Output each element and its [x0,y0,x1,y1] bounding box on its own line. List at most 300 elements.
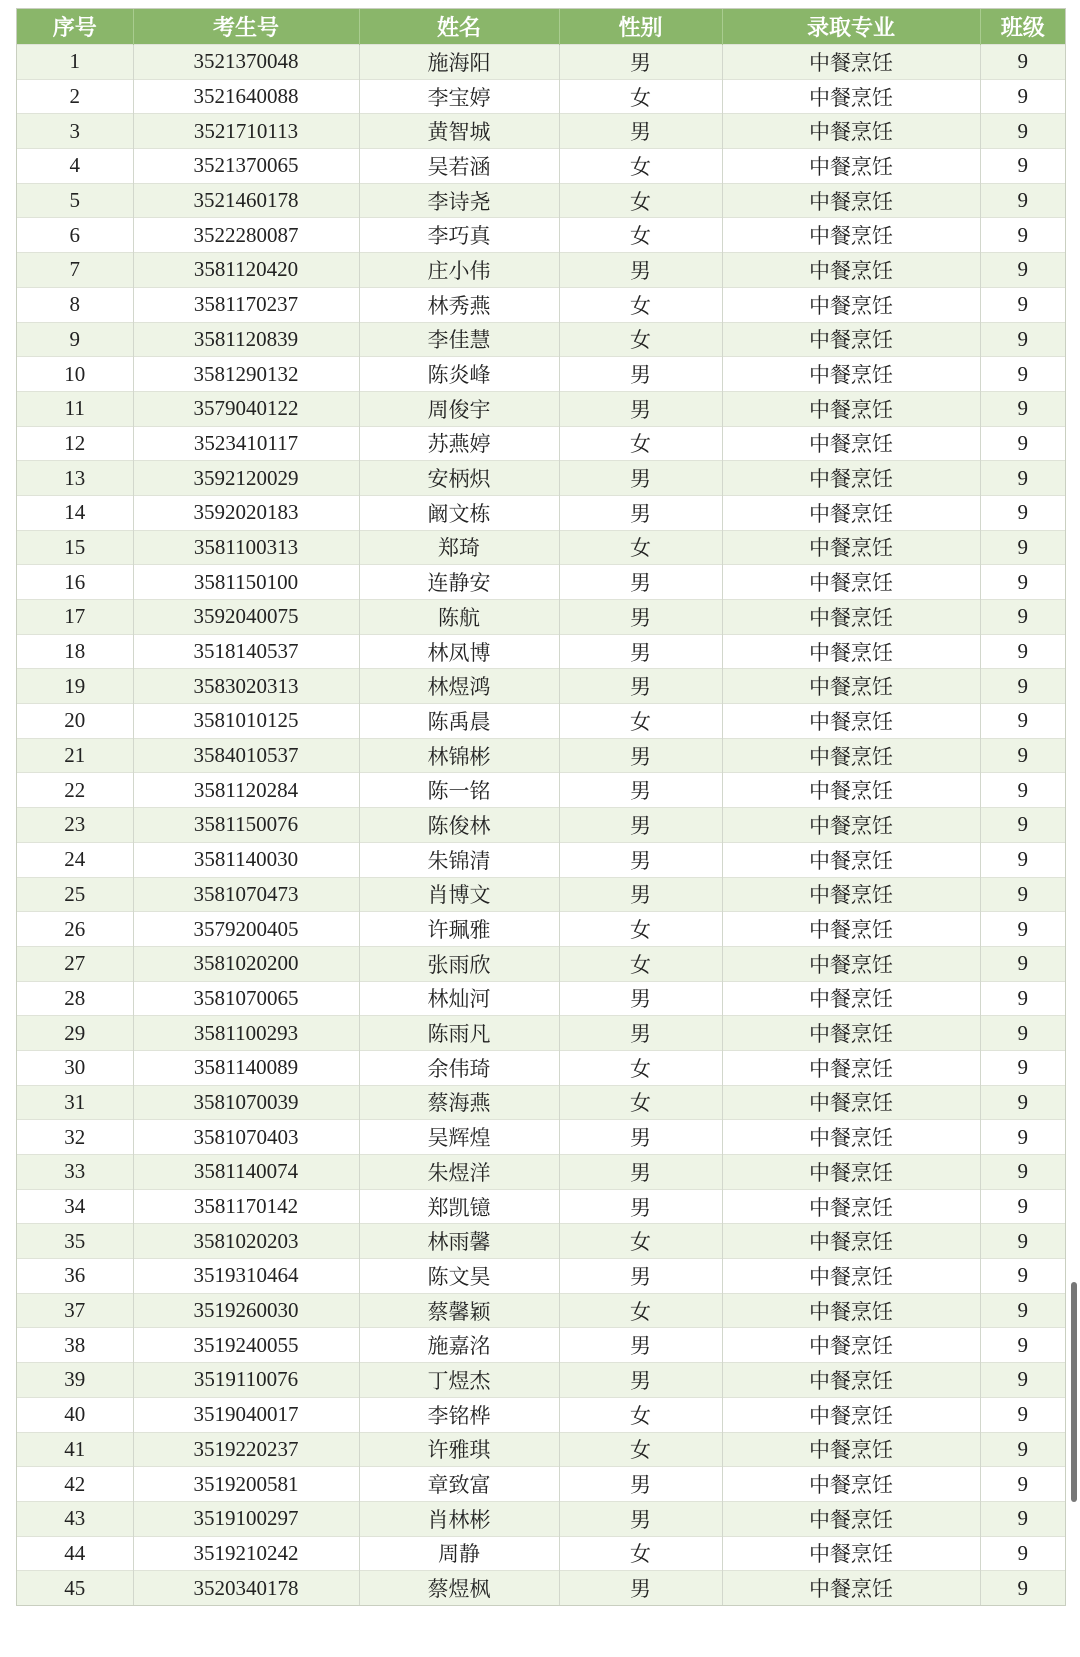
table-row [17,253,1065,288]
cell-exam-id: 3521640088 [133,79,359,114]
cell-serial: 21 [17,738,133,773]
cell-name: 李巧真 [359,218,559,253]
cell-name: 朱锦清 [359,842,559,877]
cell-major: 中餐烹饪 [722,600,980,635]
cell-exam-id: 3579040122 [133,391,359,426]
cell-gender: 男 [559,669,722,704]
cell-serial: 40 [17,1397,133,1432]
cell-serial: 18 [17,634,133,669]
cell-serial: 26 [17,912,133,947]
cell-class: 9 [980,704,1065,739]
cell-serial: 6 [17,218,133,253]
table-body [17,45,1065,1605]
cell-major: 中餐烹饪 [722,1536,980,1571]
cell-serial: 29 [17,1016,133,1051]
cell-serial: 19 [17,669,133,704]
cell-major: 中餐烹饪 [722,1501,980,1536]
cell-major: 中餐烹饪 [722,1155,980,1190]
cell-serial: 14 [17,495,133,530]
cell-gender: 女 [559,704,722,739]
cell-serial: 15 [17,530,133,565]
cell-gender: 女 [559,1085,722,1120]
cell-major: 中餐烹饪 [722,1050,980,1085]
cell-class: 9 [980,1155,1065,1190]
cell-exam-id: 3519220237 [133,1432,359,1467]
cell-major: 中餐烹饪 [722,426,980,461]
cell-name: 蔡海燕 [359,1085,559,1120]
cell-exam-id: 3581020203 [133,1224,359,1259]
cell-name: 郑琦 [359,530,559,565]
cell-class: 9 [980,981,1065,1016]
cell-serial: 44 [17,1536,133,1571]
cell-name: 林雨馨 [359,1224,559,1259]
cell-exam-id: 3581070403 [133,1120,359,1155]
cell-serial: 17 [17,600,133,635]
table-row [17,1259,1065,1294]
cell-gender: 男 [559,1120,722,1155]
cell-major: 中餐烹饪 [722,322,980,357]
cell-major: 中餐烹饪 [722,287,980,322]
cell-exam-id: 3518140537 [133,634,359,669]
cell-class: 9 [980,218,1065,253]
cell-exam-id: 3581120839 [133,322,359,357]
cell-exam-id: 3592040075 [133,600,359,635]
cell-serial: 22 [17,773,133,808]
header-serial: 序号 [17,9,133,45]
cell-gender: 男 [559,391,722,426]
cell-name: 张雨欣 [359,946,559,981]
cell-serial: 4 [17,149,133,184]
cell-exam-id: 3581150076 [133,808,359,843]
cell-serial: 7 [17,253,133,288]
admission-table-container [16,8,1066,1606]
cell-major: 中餐烹饪 [722,218,980,253]
cell-major: 中餐烹饪 [722,912,980,947]
cell-gender: 男 [559,1259,722,1294]
cell-name: 郑凯镱 [359,1189,559,1224]
cell-major: 中餐烹饪 [722,1467,980,1502]
cell-exam-id: 3523410117 [133,426,359,461]
cell-gender: 男 [559,565,722,600]
header-class: 班级 [980,9,1065,45]
table-row [17,1467,1065,1502]
table-row [17,357,1065,392]
cell-class: 9 [980,1293,1065,1328]
table-row [17,773,1065,808]
cell-class: 9 [980,634,1065,669]
table-row [17,808,1065,843]
cell-exam-id: 3583020313 [133,669,359,704]
cell-class: 9 [980,322,1065,357]
cell-gender: 男 [559,981,722,1016]
cell-major: 中餐烹饪 [722,1397,980,1432]
cell-class: 9 [980,1397,1065,1432]
cell-exam-id: 3521460178 [133,183,359,218]
cell-exam-id: 3522280087 [133,218,359,253]
cell-major: 中餐烹饪 [722,1363,980,1398]
cell-serial: 36 [17,1259,133,1294]
cell-serial: 33 [17,1155,133,1190]
header-exam-id: 考生号 [133,9,359,45]
cell-gender: 男 [559,1155,722,1190]
cell-gender: 女 [559,912,722,947]
cell-exam-id: 3592120029 [133,461,359,496]
table-row [17,530,1065,565]
cell-gender: 女 [559,287,722,322]
cell-major: 中餐烹饪 [722,1259,980,1294]
cell-gender: 女 [559,1397,722,1432]
cell-name: 阚文栋 [359,495,559,530]
cell-major: 中餐烹饪 [722,183,980,218]
table-row [17,1189,1065,1224]
table-row [17,287,1065,322]
cell-exam-id: 3581070473 [133,877,359,912]
table-row [17,669,1065,704]
cell-gender: 女 [559,426,722,461]
cell-class: 9 [980,1224,1065,1259]
table-header-row [17,9,1065,45]
cell-serial: 31 [17,1085,133,1120]
cell-major: 中餐烹饪 [722,1328,980,1363]
cell-name: 吴若涵 [359,149,559,184]
cell-class: 9 [980,426,1065,461]
cell-serial: 23 [17,808,133,843]
cell-major: 中餐烹饪 [722,738,980,773]
cell-serial: 37 [17,1293,133,1328]
cell-class: 9 [980,461,1065,496]
cell-class: 9 [980,391,1065,426]
cell-major: 中餐烹饪 [722,79,980,114]
cell-exam-id: 3521710113 [133,114,359,149]
cell-exam-id: 3581100293 [133,1016,359,1051]
cell-name: 施嘉洺 [359,1328,559,1363]
table-row [17,877,1065,912]
cell-class: 9 [980,773,1065,808]
cell-name: 苏燕婷 [359,426,559,461]
cell-serial: 45 [17,1571,133,1605]
cell-major: 中餐烹饪 [722,565,980,600]
cell-name: 陈航 [359,600,559,635]
table-row [17,1120,1065,1155]
cell-exam-id: 3519040017 [133,1397,359,1432]
cell-major: 中餐烹饪 [722,669,980,704]
cell-name: 陈一铭 [359,773,559,808]
table-row [17,1501,1065,1536]
cell-exam-id: 3519100297 [133,1501,359,1536]
cell-serial: 2 [17,79,133,114]
table-row [17,1536,1065,1571]
cell-class: 9 [980,149,1065,184]
cell-class: 9 [980,1467,1065,1502]
cell-name: 周静 [359,1536,559,1571]
cell-class: 9 [980,912,1065,947]
cell-exam-id: 3581020200 [133,946,359,981]
cell-gender: 女 [559,1293,722,1328]
table-row [17,704,1065,739]
cell-class: 9 [980,45,1065,80]
cell-gender: 男 [559,45,722,80]
table-row [17,461,1065,496]
cell-serial: 11 [17,391,133,426]
cell-class: 9 [980,79,1065,114]
cell-class: 9 [980,287,1065,322]
cell-exam-id: 3581170237 [133,287,359,322]
cell-name: 章致富 [359,1467,559,1502]
cell-gender: 女 [559,183,722,218]
cell-exam-id: 3521370048 [133,45,359,80]
cell-class: 9 [980,357,1065,392]
cell-gender: 男 [559,1363,722,1398]
cell-major: 中餐烹饪 [722,1571,980,1605]
table-row [17,495,1065,530]
cell-major: 中餐烹饪 [722,877,980,912]
cell-class: 9 [980,1571,1065,1605]
cell-serial: 35 [17,1224,133,1259]
cell-exam-id: 3519200581 [133,1467,359,1502]
cell-class: 9 [980,1328,1065,1363]
cell-serial: 42 [17,1467,133,1502]
table-row [17,912,1065,947]
cell-class: 9 [980,842,1065,877]
cell-name: 丁煜杰 [359,1363,559,1398]
cell-name: 李佳慧 [359,322,559,357]
cell-gender: 男 [559,773,722,808]
cell-gender: 男 [559,114,722,149]
cell-serial: 41 [17,1432,133,1467]
table-row [17,565,1065,600]
cell-gender: 男 [559,842,722,877]
cell-serial: 9 [17,322,133,357]
cell-serial: 43 [17,1501,133,1536]
cell-name: 林凤博 [359,634,559,669]
cell-major: 中餐烹饪 [722,808,980,843]
table-row [17,391,1065,426]
cell-exam-id: 3581010125 [133,704,359,739]
cell-name: 施海阳 [359,45,559,80]
cell-class: 9 [980,1016,1065,1051]
table-row [17,114,1065,149]
cell-gender: 男 [559,1467,722,1502]
cell-name: 许珮雅 [359,912,559,947]
cell-name: 陈炎峰 [359,357,559,392]
cell-name: 许雅琪 [359,1432,559,1467]
cell-exam-id: 3581070039 [133,1085,359,1120]
cell-class: 9 [980,1536,1065,1571]
cell-serial: 30 [17,1050,133,1085]
cell-serial: 8 [17,287,133,322]
cell-gender: 男 [559,495,722,530]
cell-major: 中餐烹饪 [722,842,980,877]
cell-serial: 16 [17,565,133,600]
cell-major: 中餐烹饪 [722,461,980,496]
cell-serial: 34 [17,1189,133,1224]
table-row [17,1050,1065,1085]
cell-gender: 男 [559,461,722,496]
cell-serial: 20 [17,704,133,739]
cell-name: 余伟琦 [359,1050,559,1085]
cell-serial: 24 [17,842,133,877]
cell-name: 肖博文 [359,877,559,912]
cell-class: 9 [980,253,1065,288]
cell-major: 中餐烹饪 [722,1432,980,1467]
cell-class: 9 [980,877,1065,912]
cell-name: 陈禹晨 [359,704,559,739]
cell-class: 9 [980,495,1065,530]
cell-serial: 10 [17,357,133,392]
cell-class: 9 [980,1050,1065,1085]
cell-major: 中餐烹饪 [722,1224,980,1259]
cell-class: 9 [980,946,1065,981]
cell-name: 安柄炽 [359,461,559,496]
cell-major: 中餐烹饪 [722,45,980,80]
cell-major: 中餐烹饪 [722,1189,980,1224]
cell-exam-id: 3581140089 [133,1050,359,1085]
cell-exam-id: 3520340178 [133,1571,359,1605]
cell-name: 陈俊林 [359,808,559,843]
cell-gender: 男 [559,357,722,392]
cell-class: 9 [980,1432,1065,1467]
cell-exam-id: 3584010537 [133,738,359,773]
cell-exam-id: 3592020183 [133,495,359,530]
cell-exam-id: 3519210242 [133,1536,359,1571]
cell-name: 李铭桦 [359,1397,559,1432]
cell-major: 中餐烹饪 [722,357,980,392]
cell-major: 中餐烹饪 [722,391,980,426]
table-row [17,842,1065,877]
table-row [17,322,1065,357]
cell-major: 中餐烹饪 [722,773,980,808]
header-major: 录取专业 [722,9,980,45]
cell-gender: 男 [559,1328,722,1363]
cell-gender: 女 [559,149,722,184]
cell-gender: 男 [559,253,722,288]
table-row [17,738,1065,773]
cell-name: 连静安 [359,565,559,600]
cell-gender: 女 [559,1224,722,1259]
cell-name: 陈雨凡 [359,1016,559,1051]
cell-major: 中餐烹饪 [722,149,980,184]
cell-exam-id: 3581290132 [133,357,359,392]
cell-major: 中餐烹饪 [722,1293,980,1328]
cell-major: 中餐烹饪 [722,1120,980,1155]
cell-class: 9 [980,738,1065,773]
table-row [17,218,1065,253]
cell-name: 林灿河 [359,981,559,1016]
cell-exam-id: 3519240055 [133,1328,359,1363]
table-row [17,1397,1065,1432]
cell-class: 9 [980,669,1065,704]
cell-serial: 12 [17,426,133,461]
cell-class: 9 [980,1259,1065,1294]
admission-table [17,9,1065,1605]
cell-serial: 5 [17,183,133,218]
cell-name: 陈文昊 [359,1259,559,1294]
cell-class: 9 [980,808,1065,843]
table-row [17,79,1065,114]
cell-gender: 女 [559,1536,722,1571]
cell-exam-id: 3581120420 [133,253,359,288]
table-row [17,1224,1065,1259]
cell-major: 中餐烹饪 [722,1085,980,1120]
cell-name: 朱煜洋 [359,1155,559,1190]
cell-exam-id: 3581100313 [133,530,359,565]
cell-name: 李诗尧 [359,183,559,218]
cell-gender: 女 [559,79,722,114]
cell-major: 中餐烹饪 [722,114,980,149]
cell-class: 9 [980,1501,1065,1536]
cell-exam-id: 3581070065 [133,981,359,1016]
cell-gender: 男 [559,738,722,773]
cell-gender: 女 [559,322,722,357]
cell-major: 中餐烹饪 [722,495,980,530]
cell-gender: 女 [559,1050,722,1085]
cell-name: 周俊宇 [359,391,559,426]
cell-gender: 女 [559,1432,722,1467]
table-row [17,426,1065,461]
table-row [17,600,1065,635]
cell-exam-id: 3581120284 [133,773,359,808]
cell-class: 9 [980,114,1065,149]
cell-serial: 13 [17,461,133,496]
cell-exam-id: 3581170142 [133,1189,359,1224]
cell-class: 9 [980,600,1065,635]
cell-serial: 32 [17,1120,133,1155]
table-row [17,1432,1065,1467]
cell-exam-id: 3521370065 [133,149,359,184]
table-row [17,45,1065,80]
table-row [17,1085,1065,1120]
cell-serial: 27 [17,946,133,981]
cell-major: 中餐烹饪 [722,253,980,288]
cell-serial: 3 [17,114,133,149]
cell-name: 蔡馨颖 [359,1293,559,1328]
cell-gender: 男 [559,1016,722,1051]
cell-major: 中餐烹饪 [722,1016,980,1051]
cell-serial: 38 [17,1328,133,1363]
table-row [17,1571,1065,1605]
table-row [17,1293,1065,1328]
cell-name: 吴辉煌 [359,1120,559,1155]
cell-gender: 男 [559,600,722,635]
cell-class: 9 [980,530,1065,565]
cell-serial: 28 [17,981,133,1016]
cell-serial: 1 [17,45,133,80]
cell-exam-id: 3581140074 [133,1155,359,1190]
cell-name: 黄智城 [359,114,559,149]
table-row [17,1363,1065,1398]
table-row [17,1155,1065,1190]
cell-gender: 男 [559,1189,722,1224]
cell-gender: 男 [559,1571,722,1605]
cell-exam-id: 3579200405 [133,912,359,947]
cell-major: 中餐烹饪 [722,634,980,669]
cell-gender: 女 [559,530,722,565]
cell-name: 林秀燕 [359,287,559,322]
cell-major: 中餐烹饪 [722,530,980,565]
cell-major: 中餐烹饪 [722,704,980,739]
table-row [17,634,1065,669]
cell-class: 9 [980,1189,1065,1224]
vertical-scrollbar[interactable] [1071,1282,1077,1502]
cell-exam-id: 3519310464 [133,1259,359,1294]
table-row [17,1328,1065,1363]
cell-major: 中餐烹饪 [722,946,980,981]
cell-serial: 25 [17,877,133,912]
cell-class: 9 [980,183,1065,218]
cell-name: 林煜鸿 [359,669,559,704]
cell-gender: 男 [559,808,722,843]
cell-exam-id: 3581140030 [133,842,359,877]
